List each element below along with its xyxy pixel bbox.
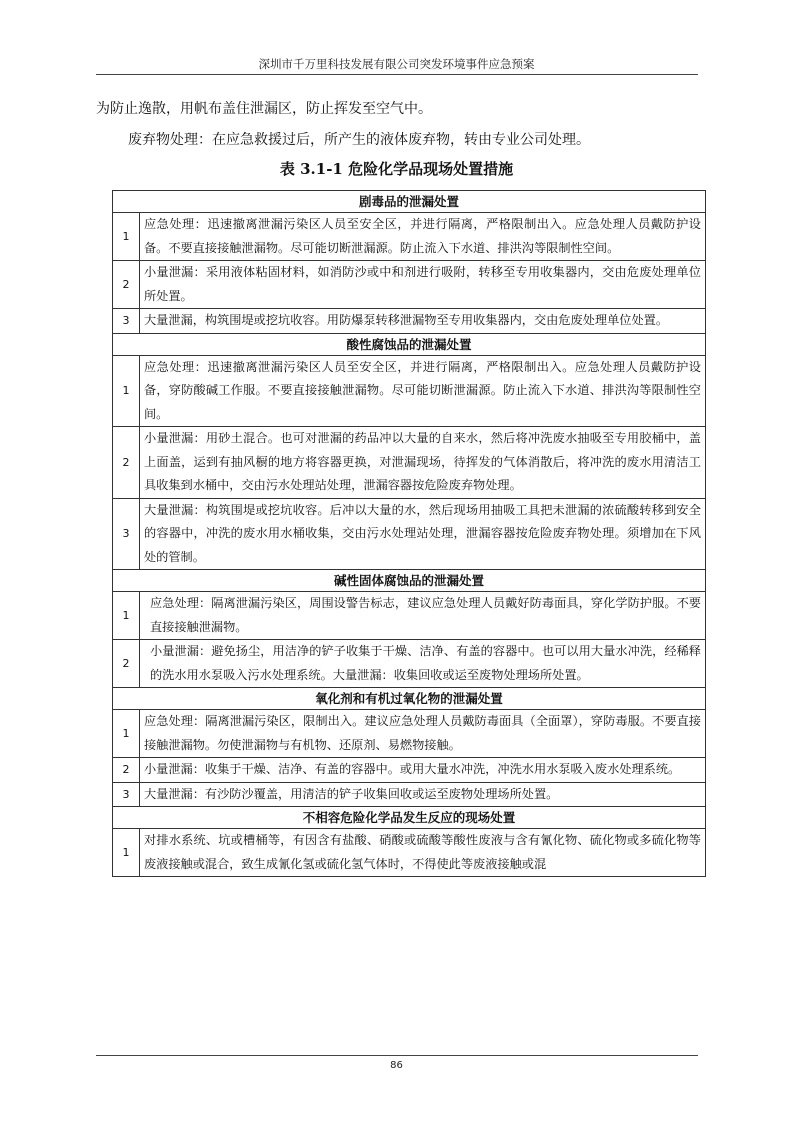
row-text: 小量泄漏：收集于干燥、洁净、有盖的容器中。或用大量水冲洗，冲洗水用水泵吸入废水处理系统。 (140, 758, 706, 783)
row-text: 大量泄漏：有沙防沙覆盖，用清洁的铲子收集回收或运至废物处理场所处置。 (140, 782, 706, 807)
footer-divider (96, 1055, 698, 1056)
row-text: 应急处理：隔离泄漏污染区，限制出入。建议应急处理人员戴防毒面具（全面罩），穿防毒服。不要直接接触泄漏物。勿使泄漏物与有机物、还原剂、易燃物接触。 (140, 710, 706, 758)
section-title: 酸性腐蚀品的泄漏处置 (113, 333, 706, 355)
table-row (113, 427, 706, 499)
paragraph-1: 为防止逸散，用帆布盖住泄漏区，防止挥发至空气中。 (96, 101, 432, 117)
section-header-row (113, 333, 706, 355)
section-header-row (113, 688, 706, 710)
row-text: 小量泄漏：避免扬尘，用洁净的铲子收集于干燥、洁净、有盖的容器中。也可以用大量水冲洗，经稀释的洗水用水泵吸入污水处理系统。大量泄漏：收集回收或运至废物处理场所处置。 (140, 640, 706, 688)
row-text: 应急处理：隔离泄漏污染区，周围设警告标志，建议应急处理人员戴好防毒面具，穿化学防护服。不要直接接触泄漏物。 (140, 592, 706, 640)
table-row (113, 710, 706, 758)
section-header-row (113, 570, 706, 592)
hazard-disposal-table (112, 190, 706, 877)
section-title: 氧化剂和有机过氧化物的泄漏处置 (113, 688, 706, 710)
header-divider (96, 74, 698, 75)
row-number: 3 (113, 309, 140, 334)
table-row (113, 758, 706, 783)
row-number: 1 (113, 592, 140, 640)
row-number: 2 (113, 427, 140, 499)
row-number: 1 (113, 355, 140, 427)
table-row (113, 592, 706, 640)
table-row (113, 498, 706, 570)
row-text: 小量泄漏：采用液体粘固材料，如消防沙或中和剂进行吸附，转移至专用收集器内，交由危废处理单位所处置。 (140, 261, 706, 309)
section-title: 不相容危险化学品发生反应的现场处置 (113, 807, 706, 829)
row-text: 应急处理：迅速撤离泄漏污染区人员至安全区，并进行隔离，严格限制出入。应急处理人员戴防护设备，穿防酸碱工作服。不要直接接触泄漏物。尽可能切断泄漏源。防止流入下水道、排洪沟等限制性空间。 (140, 355, 706, 427)
row-number: 2 (113, 261, 140, 309)
table-row (113, 261, 706, 309)
table-row (113, 782, 706, 807)
section-header-row (113, 191, 706, 213)
table-row (113, 309, 706, 334)
document-header-title: 深圳市千万里科技发展有限公司突发环境事件应急预案 (258, 57, 535, 71)
table-row (113, 829, 706, 877)
row-number: 1 (113, 213, 140, 261)
row-number: 2 (113, 758, 140, 783)
row-number: 1 (113, 829, 140, 877)
table-caption: 表 3.1-1 危险化学品现场处置措施 (279, 160, 514, 178)
row-number: 2 (113, 640, 140, 688)
table-row (113, 213, 706, 261)
row-text: 应急处理：迅速撤离泄漏污染区人员至安全区，并进行隔离，严格限制出入。应急处理人员戴防护设备。不要直接接触泄漏物。尽可能切断泄漏源。防止流入下水道、排洪沟等限制性空间。 (140, 213, 706, 261)
row-text: 大量泄漏，构筑围堤或挖坑收容。用防爆泵转移泄漏物至专用收集器内，交由危废处理单位处置。 (140, 309, 706, 334)
row-text: 对排水系统、坑或槽桶等，有因含有盐酸、硝酸或硫酸等酸性废液与含有氰化物、硫化物或多硫化物等废液接触或混合，致生成氰化氢或硫化氢气体时，不得使此等废液接触或混 (140, 829, 706, 877)
row-number: 3 (113, 498, 140, 570)
row-text: 大量泄漏：构筑围堤或挖坑收容。后冲以大量的水，然后现场用抽吸工具把未泄漏的浓硫酸转移到安全的容器中，冲洗的废水用水桶收集，交由污水处理站处理，泄漏容器按危险废弃物处理。须增加在下风处的管制。 (140, 498, 706, 570)
paragraph-2: 废弃物处理：在应急救援过后，所产生的液体废弃物，转由专业公司处理。 (128, 132, 590, 148)
row-number: 3 (113, 782, 140, 807)
row-text: 小量泄漏：用砂土混合。也可对泄漏的药品冲以大量的自来水，然后将冲洗废水抽吸至专用胶桶中，盖上面盖，运到有抽风橱的地方将容器更换，对泄漏现场，待挥发的气体消散后，将冲洗的废水用清洁工具收集到水桶中，交由污水处理站处理，泄漏容器按危险废弃物处理。 (140, 427, 706, 499)
section-header-row (113, 807, 706, 829)
section-title: 剧毒品的泄漏处置 (113, 191, 706, 213)
table-row (113, 640, 706, 688)
table-row (113, 355, 706, 427)
page-number: 86 (390, 1060, 403, 1071)
section-title: 碱性固体腐蚀品的泄漏处置 (113, 570, 706, 592)
row-number: 1 (113, 710, 140, 758)
